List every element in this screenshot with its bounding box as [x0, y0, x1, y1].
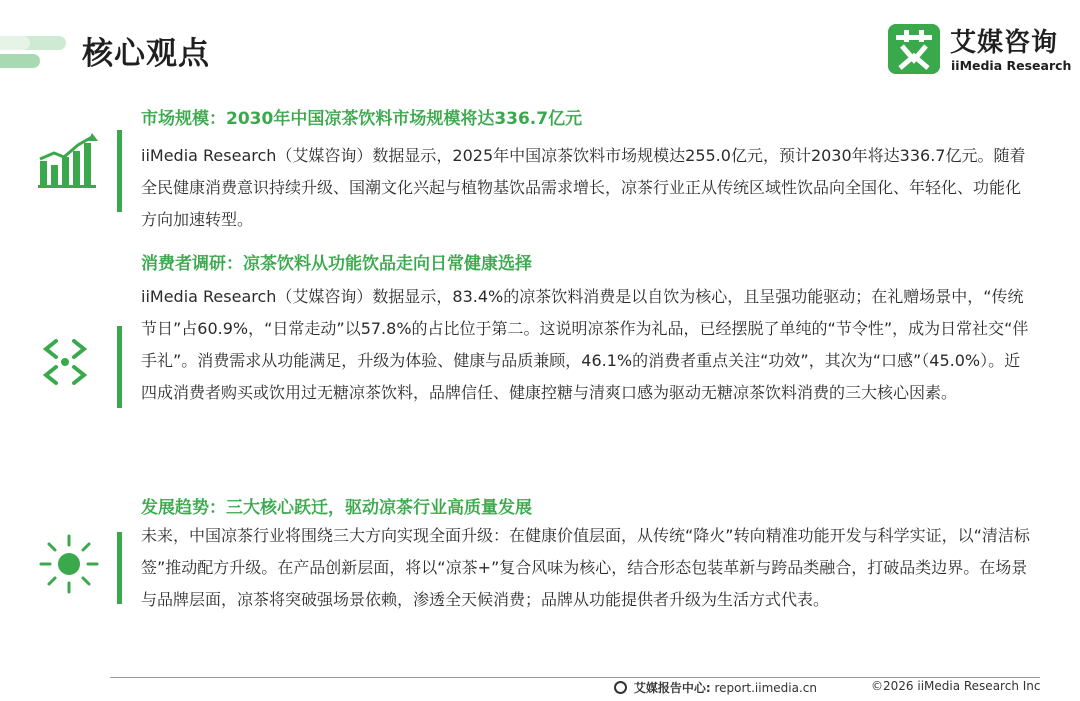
footer-copyright: ©2026 iiMedia Research Inc — [871, 679, 1041, 693]
page-title: 核心观点 — [82, 36, 210, 72]
section-accent-bar — [117, 130, 122, 212]
logo-subtitle: iiMedia Research — [951, 58, 1072, 73]
sun-icon — [38, 533, 100, 599]
logo-name: 艾媒咨询 — [950, 28, 1059, 58]
footer-source-link[interactable]: report.iimedia.cn — [714, 681, 817, 695]
section-title-trend: 发展趋势：三大核心跃迁，驱动凉茶行业高质量发展 — [141, 498, 532, 518]
section-accent-bar — [117, 532, 122, 604]
section-body-market-size: iiMedia Research（艾媒咨询）数据显示，2025年中国凉茶饮料市场规模达255.0亿元，预计2030年将达336.7亿元。随着全民健康消费意识持续升级、国潮文化兴起与植物基饮品需求增长，凉茶行业正从传统区域性饮品向全国化、年轻化、功能化方向加速转型。 — [141, 146, 1026, 229]
header-decoration-pill — [0, 36, 30, 50]
section-title-market-size: 市场规模：2030年中国凉茶饮料市场规模将达336.7亿元 — [141, 109, 583, 129]
iimedia-logo-icon — [888, 24, 940, 74]
footer-divider — [110, 677, 1040, 678]
section-accent-bar — [117, 326, 122, 408]
section-body-trend: 未来，中国凉茶行业将围绕三大方向实现全面升级：在健康价值层面，从传统“降火”转向精准功能开发与科学实证，以“清洁标签”推动配方升级。在产品创新层面，将以“凉茶+”复合风味为核心，结合形态包装革新与跨品类融合，打破品类边界。在场景与品牌层面，凉茶将突破强场景依赖，渗透全天候消费；品牌从功能提供者升级为生活方式代表。 — [141, 526, 1030, 609]
bar-chart-growth-icon — [36, 133, 102, 193]
scatter-arrows-icon — [34, 331, 96, 397]
footer-source — [614, 679, 817, 696]
footer-source-label: 艾媒报告中心: — [633, 681, 711, 695]
footer-source-icon — [614, 681, 627, 694]
section-title-consumer-survey: 消费者调研：凉茶饮料从功能饮品走向日常健康选择 — [141, 254, 532, 274]
header-decoration-pill — [0, 54, 40, 68]
section-body-consumer-survey: iiMedia Research（艾媒咨询）数据显示，83.4%的凉茶饮料消费是以自饮为核心，且呈强功能驱动；在礼赠场景中，“传统节日”占60.9%，“日常走动”以57.8%的占比位于第二。这说明凉茶作为礼品，已经摆脱了单纯的“节令性”，成为日常社交“伴手礼”。消费需求从功能满足，升级为体验、健康与品质兼顾，46.1%的消费者重点关注“功效”，其次为“口感”（45.0%）。近四成消费者购买或饮用过无糖凉茶饮料，品牌信任、健康控糖与清爽口感为驱动无糖凉茶饮料消费的三大核心因素。 — [141, 287, 1029, 402]
